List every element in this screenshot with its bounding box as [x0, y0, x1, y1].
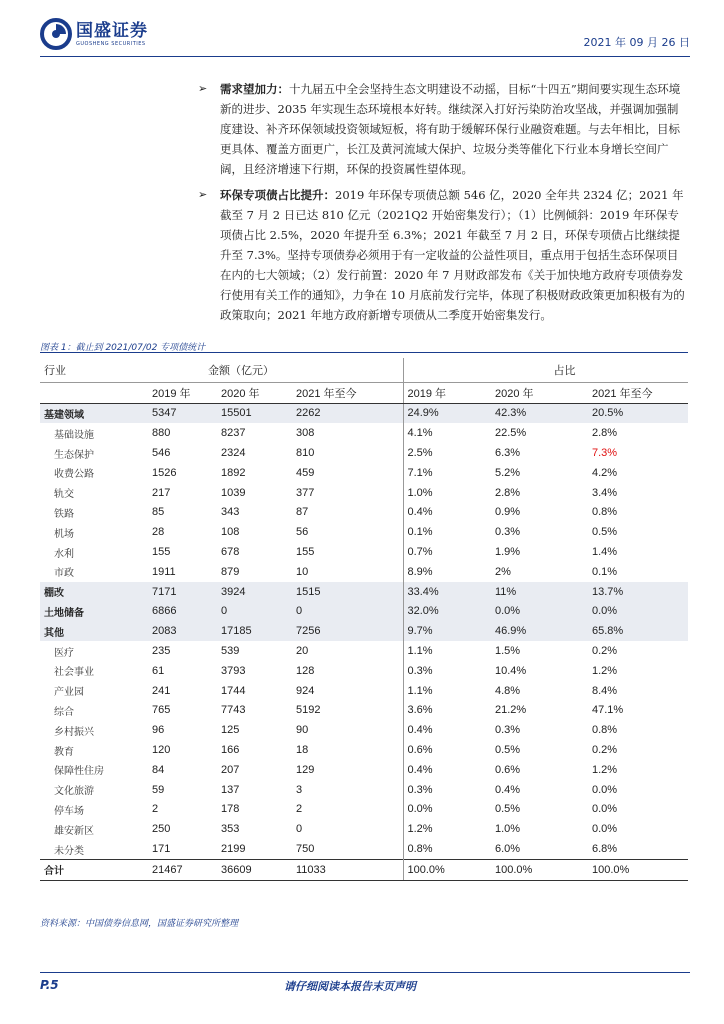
paragraph-demand: [220, 79, 686, 179]
table-top-rule: [40, 352, 688, 353]
share-cell: 9.7%: [403, 621, 491, 641]
amount-cell: 241: [152, 684, 171, 697]
table-row: [40, 819, 688, 839]
share-cell: 0.1%: [403, 522, 491, 542]
share-cell: 0.0%: [588, 602, 688, 622]
share-cell: 7.1%: [403, 463, 491, 483]
share-cell: 0.8%: [592, 724, 618, 737]
share-cell: 42.3%: [491, 403, 588, 423]
share-cell: 100.0%: [403, 859, 491, 880]
amount-cell: 108: [221, 526, 240, 539]
table-group-row: [40, 621, 688, 641]
logo-icon: [40, 18, 72, 50]
share-cell: 22.5%: [495, 427, 527, 440]
share-cell: 24.9%: [403, 403, 491, 423]
table-group-row: [40, 602, 688, 622]
row-label: 乡村振兴: [54, 726, 94, 738]
share-cell: 1.1%: [403, 681, 491, 701]
row-label: 铁路: [54, 508, 74, 520]
share-cell: 0.8%: [403, 839, 491, 859]
share-cell: 0.1%: [592, 565, 618, 578]
amount-cell: 17185: [217, 621, 292, 641]
share-cell: 0.3%: [403, 780, 491, 800]
amount-cell: 7743: [221, 704, 246, 717]
amount-cell: 2: [296, 803, 303, 816]
row-label: 水利: [54, 548, 74, 560]
share-cell: 7.3%: [592, 447, 618, 460]
share-cell: 46.9%: [491, 621, 588, 641]
table-row: [40, 720, 688, 740]
table-row: [40, 839, 688, 859]
share-cell: 1.2%: [403, 819, 491, 839]
amount-cell: 765: [152, 704, 171, 717]
amount-cell: 6866: [148, 602, 217, 622]
row-label: 生态保护: [54, 449, 94, 461]
share-cell: 0.5%: [495, 803, 521, 816]
table-row: [40, 641, 688, 661]
share-cell: 65.8%: [588, 621, 688, 641]
share-cell: 4.8%: [495, 684, 521, 697]
amount-cell: 343: [221, 506, 240, 519]
header-divider: [40, 56, 690, 57]
share-cell: 0.3%: [495, 526, 521, 539]
share-cell: 0.5%: [592, 526, 618, 539]
amount-cell: 3924: [217, 582, 292, 602]
amount-cell: 0: [292, 602, 403, 622]
share-cell: 2%: [495, 565, 511, 578]
amount-cell: 879: [221, 565, 240, 578]
amount-cell: 129: [296, 763, 315, 776]
table-group-row: [40, 582, 688, 602]
amount-cell: 59: [152, 783, 165, 796]
amount-cell: 3: [296, 783, 303, 796]
table-row: [40, 681, 688, 701]
paragraph-lead: 环保专项债占比提升：: [220, 188, 335, 202]
table-row: [40, 562, 688, 582]
row-label: 医疗: [54, 647, 74, 659]
share-cell: 1.0%: [495, 823, 521, 836]
bullet-icon: ➢: [198, 188, 208, 201]
share-cell: 21.2%: [495, 704, 527, 717]
share-cell: 0.4%: [403, 720, 491, 740]
amount-cell: 924: [296, 684, 315, 697]
row-label: 市政: [54, 568, 74, 580]
amount-cell: 2324: [221, 447, 246, 460]
amount-cell: 155: [152, 546, 171, 559]
year-header: 2021 年至今: [588, 382, 688, 403]
share-cell: 3.6%: [403, 701, 491, 721]
table-row: [40, 780, 688, 800]
amount-cell: 810: [296, 447, 315, 460]
amount-cell: 166: [221, 744, 240, 757]
amount-cell: 21467: [148, 859, 217, 880]
amount-cell: 171: [152, 843, 171, 856]
share-cell: 6.8%: [592, 843, 618, 856]
table-row: [40, 522, 688, 542]
share-cell: 1.1%: [403, 641, 491, 661]
row-label: 雄安新区: [54, 825, 94, 837]
paragraph-text: 十九届五中全会坚持生态文明建设不动摇，目标“十四五”期间要实现生态环境新的进步、2035 年实现生态环境根本好转。继续深入打好污染防治攻坚战，并强调加强制度建设、补齐环保领域投资领域短板，将有助于缓解环保行业融资难题。与去年相比，目标更具体、覆盖方面更广，长江及黄河流域大保护、垃圾分类等催化下行业本身增长空间广阔，且经济增速下行期，环保的投资属性望体现。: [220, 82, 681, 176]
table-row: [40, 760, 688, 780]
amount-cell: 56: [296, 526, 309, 539]
row-label: 机场: [54, 528, 74, 540]
share-cell: 0.2%: [592, 645, 618, 658]
year-header: 2019 年: [148, 382, 217, 403]
share-cell: 2.8%: [592, 427, 618, 440]
share-cell: 0.3%: [495, 724, 521, 737]
share-cell: 0.0%: [403, 800, 491, 820]
share-cell: 0.5%: [495, 744, 521, 757]
amount-cell: 2199: [221, 843, 246, 856]
row-label: 基建领域: [40, 403, 148, 423]
amount-cell: 15501: [217, 403, 292, 423]
amount-cell: 308: [296, 427, 315, 440]
table-total-row: [40, 859, 688, 880]
share-cell: 0.4%: [403, 503, 491, 523]
row-label: 基础设施: [54, 429, 94, 441]
column-header-industry: 行业: [44, 364, 66, 377]
logo-name: 国盛证券: [76, 20, 148, 41]
share-cell: 1.2%: [592, 664, 618, 677]
share-cell: 8.9%: [403, 562, 491, 582]
amount-cell: 377: [296, 486, 315, 499]
amount-cell: 178: [221, 803, 240, 816]
amount-cell: 85: [152, 506, 165, 519]
amount-cell: 96: [152, 724, 165, 737]
row-label: 轨交: [54, 489, 74, 501]
amount-cell: 36609: [217, 859, 292, 880]
share-cell: 0.0%: [592, 783, 618, 796]
table-row: [40, 483, 688, 503]
amount-cell: 1515: [292, 582, 403, 602]
amount-cell: 7171: [148, 582, 217, 602]
row-label: 收费公路: [54, 469, 94, 481]
share-cell: 0.0%: [592, 803, 618, 816]
amount-cell: 2083: [148, 621, 217, 641]
share-cell: 0.4%: [495, 783, 521, 796]
table-row: [40, 423, 688, 443]
table-header-row: [40, 358, 688, 382]
share-cell: 10.4%: [495, 664, 527, 677]
company-logo: [40, 18, 148, 50]
row-label: 土地储备: [40, 602, 148, 622]
table-caption: 图表 1：截止到 2021/07/02 专项债统计: [40, 343, 206, 353]
year-header: 2019 年: [403, 382, 491, 403]
share-cell: 0.7%: [403, 542, 491, 562]
amount-cell: 120: [152, 744, 171, 757]
amount-cell: 250: [152, 823, 171, 836]
amount-cell: 87: [296, 506, 309, 519]
table-row: [40, 443, 688, 463]
amount-cell: 750: [296, 843, 315, 856]
table-year-row: [40, 382, 688, 403]
table-source: 资料来源：中国债券信息网，国盛证券研究所整理: [40, 919, 239, 929]
share-cell: 0.0%: [491, 602, 588, 622]
share-cell: 1.2%: [592, 763, 618, 776]
footer-disclaimer: 请仔细阅读本报告末页声明: [284, 980, 416, 993]
share-cell: 0.8%: [592, 506, 618, 519]
share-cell: 0.3%: [403, 661, 491, 681]
amount-cell: 2262: [292, 403, 403, 423]
share-cell: 0.0%: [592, 823, 618, 836]
share-cell: 100.0%: [588, 859, 688, 880]
amount-cell: 1039: [221, 486, 246, 499]
row-label: 教育: [54, 746, 74, 758]
amount-cell: 155: [296, 546, 315, 559]
column-header-share: 占比: [403, 358, 688, 382]
share-cell: 0.9%: [495, 506, 521, 519]
row-label: 综合: [54, 706, 74, 718]
table-row: [40, 503, 688, 523]
amount-cell: 217: [152, 486, 171, 499]
row-label: 合计: [40, 859, 148, 880]
share-cell: 2.5%: [403, 443, 491, 463]
share-cell: 5.2%: [495, 466, 521, 479]
amount-cell: 137: [221, 783, 240, 796]
share-cell: 100.0%: [491, 859, 588, 880]
amount-cell: 2: [152, 803, 159, 816]
share-cell: 1.4%: [592, 546, 618, 559]
row-label: 保障性住房: [54, 766, 104, 778]
amount-cell: 7256: [292, 621, 403, 641]
share-cell: 8.4%: [592, 684, 618, 697]
page-number: P.5: [40, 978, 59, 992]
row-label: 产业园: [54, 687, 84, 699]
paragraph-special-bonds: [220, 185, 686, 325]
table-group-row: [40, 403, 688, 423]
share-cell: 13.7%: [588, 582, 688, 602]
amount-cell: 353: [221, 823, 240, 836]
share-cell: 6.3%: [495, 447, 521, 460]
amount-cell: 207: [221, 763, 240, 776]
share-cell: 3.4%: [592, 486, 618, 499]
amount-cell: 539: [221, 645, 240, 658]
year-header-blank: [40, 382, 148, 403]
amount-cell: 11033: [292, 859, 403, 880]
amount-cell: 90: [296, 724, 309, 737]
year-header: 2020 年: [491, 382, 588, 403]
logo-english-name: GUOSHENG SECURITIES: [76, 40, 146, 47]
share-cell: 0.2%: [592, 744, 618, 757]
amount-cell: 18: [296, 744, 309, 757]
share-cell: 32.0%: [403, 602, 491, 622]
footer-divider: [40, 972, 690, 973]
amount-cell: 84: [152, 763, 165, 776]
amount-cell: 1526: [152, 466, 177, 479]
row-label: 未分类: [54, 845, 84, 857]
share-cell: 1.0%: [403, 483, 491, 503]
share-cell: 0.6%: [495, 763, 521, 776]
share-cell: 4.1%: [403, 423, 491, 443]
amount-cell: 28: [152, 526, 165, 539]
table-row: [40, 661, 688, 681]
amount-cell: 1892: [221, 466, 246, 479]
bullet-icon: ➢: [198, 82, 208, 95]
share-cell: 11%: [491, 582, 588, 602]
amount-cell: 5192: [296, 704, 321, 717]
share-cell: 47.1%: [592, 704, 624, 717]
amount-cell: 8237: [221, 427, 246, 440]
table-row: [40, 800, 688, 820]
amount-cell: 3793: [221, 664, 246, 677]
row-label: 文化旅游: [54, 786, 94, 798]
share-cell: 20.5%: [588, 403, 688, 423]
row-label: 其他: [40, 621, 148, 641]
table-row: [40, 701, 688, 721]
amount-cell: 20: [296, 645, 309, 658]
amount-cell: 546: [152, 447, 171, 460]
share-cell: 1.9%: [495, 546, 521, 559]
year-header: 2021 年至今: [292, 382, 403, 403]
year-header: 2020 年: [217, 382, 292, 403]
table-row: [40, 542, 688, 562]
column-header-amount: 金额（亿元）: [208, 364, 274, 377]
amount-cell: 61: [152, 664, 165, 677]
amount-cell: 128: [296, 664, 315, 677]
amount-cell: 125: [221, 724, 240, 737]
report-date: 2021 年 09 月 26 日: [583, 36, 690, 49]
amount-cell: 0: [296, 823, 303, 836]
share-cell: 0.6%: [403, 740, 491, 760]
amount-cell: 1744: [221, 684, 246, 697]
amount-cell: 0: [217, 602, 292, 622]
amount-cell: 880: [152, 427, 171, 440]
paragraph-text: 2019 年环保专项债总额 546 亿，2020 全年共 2324 亿；2021 年截至 7 月 2 日已达 810 亿元（2021Q2 开始密集发行）；（1）比例倾斜：2019 年环保专项债占比 2.5%，2020 年提升至 6.3%；2021 年截至 7 月 2 日，环保专项债占比继续提升至 7.3%。坚持专项债券必须用于有一定收益的公益性项目，重点用于包括生态环保项目在内的七大领域；（2）发行前置：2020 年 7 月财政部发布《关于加快地方政府专项债券发行使用有关工作的通知》，力争在 10 月底前发行完毕，体现了积极财政政策更加积极有为的政策取向；2021 年地方政府新增专项债从二季度开始密集发行。: [220, 188, 685, 322]
special-bond-table: [40, 358, 688, 881]
paragraph-lead: 需求望加力：: [220, 82, 289, 96]
amount-cell: 678: [221, 546, 240, 559]
share-cell: 4.2%: [592, 466, 618, 479]
amount-cell: 5347: [148, 403, 217, 423]
amount-cell: 235: [152, 645, 171, 658]
share-cell: 2.8%: [495, 486, 521, 499]
row-label: 停车场: [54, 805, 84, 817]
share-cell: 1.5%: [495, 645, 521, 658]
amount-cell: 459: [296, 466, 315, 479]
share-cell: 0.4%: [403, 760, 491, 780]
row-label: 社会事业: [54, 667, 94, 679]
report-header: [40, 18, 690, 56]
table-row: [40, 463, 688, 483]
amount-cell: 10: [296, 565, 309, 578]
share-cell: 33.4%: [403, 582, 491, 602]
amount-cell: 1911: [152, 565, 176, 578]
table-row: [40, 740, 688, 760]
row-label: 棚改: [40, 582, 148, 602]
share-cell: 6.0%: [495, 843, 521, 856]
